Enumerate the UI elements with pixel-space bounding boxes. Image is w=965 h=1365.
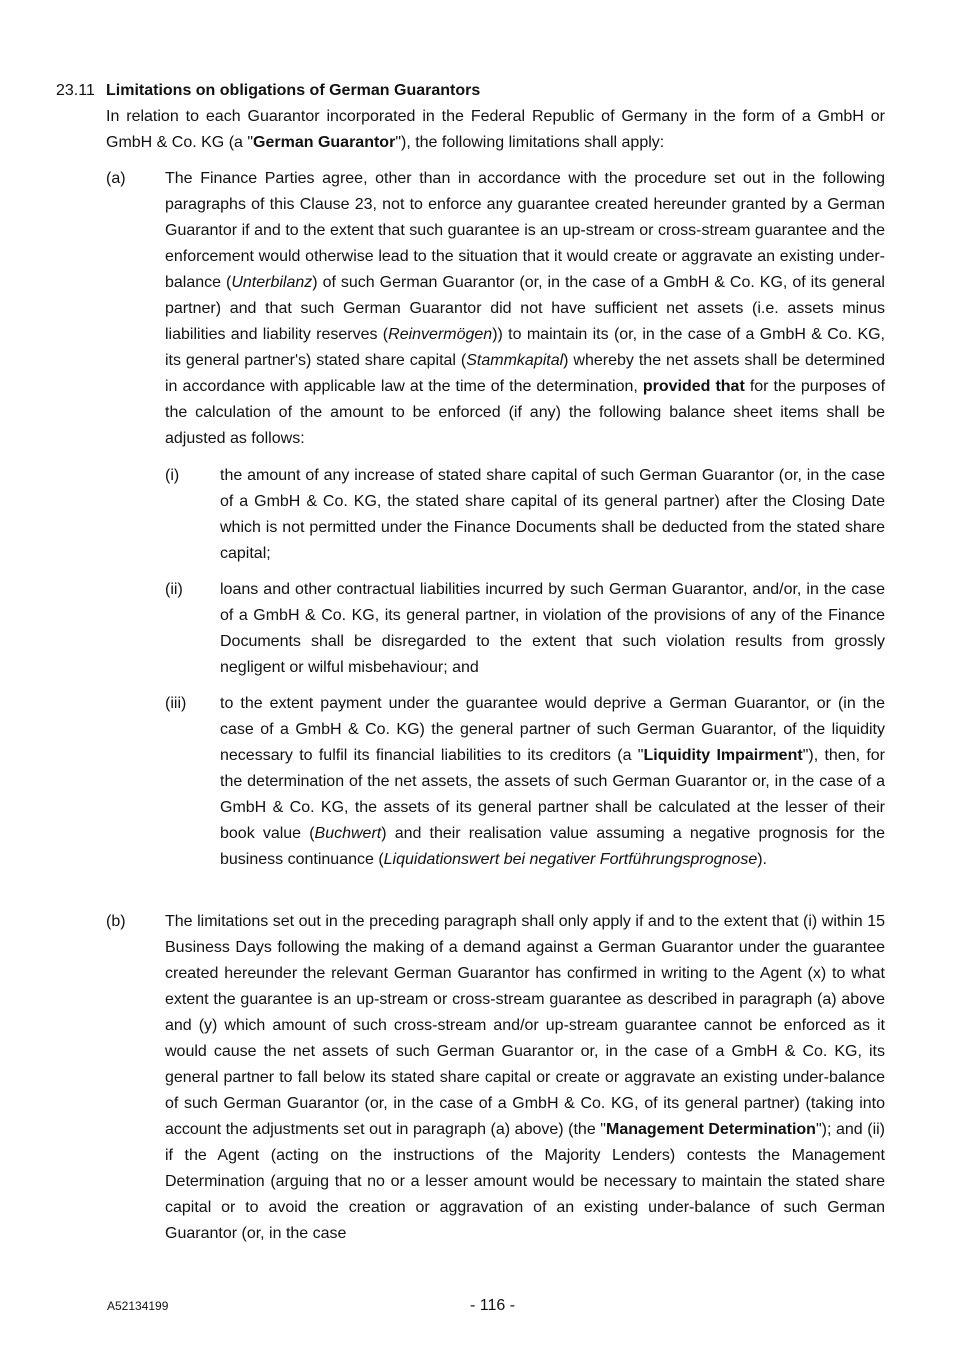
paragraph-label: (a) — [106, 170, 126, 187]
subparagraph-iii — [165, 691, 885, 873]
subparagraph-ii — [165, 577, 885, 681]
subparagraph-text — [220, 577, 885, 681]
subparagraph-label: (ii) — [165, 581, 183, 598]
clause-number: 23.11 — [56, 82, 95, 99]
german-term: Reinvermögen — [388, 326, 493, 343]
text-run: The Finance Parties agree, other than in accordance with the procedure set out in the following paragraphs of this Clause 23, not to enforce any guarantee created hereunder granted by a German Guarantor if and to the extent that such guarantee is an up-stream or cross-stream guarantee and the enforcement would otherwise lead to the situation that it would create or aggravate an existing under-balance ( — [165, 170, 885, 291]
german-term: Stammkapital — [466, 352, 564, 369]
text-run: "), the following limitations shall apply: — [395, 134, 665, 151]
text-run: "), then, for the determination of the net assets, the assets of such German Guarantor or, in the case of a GmbH & Co. KG, the assets of its general partner shall be calculated at the lesser of their book value ( — [220, 747, 885, 842]
german-term: Unterbilanz — [231, 274, 313, 291]
text-run: )) to maintain its (or, in the case of a GmbH & Co. KG, its general partner's) stated share capital ( — [165, 326, 886, 369]
text-run: the amount of any increase of stated share capital of such German Guarantor (or, in the case of a GmbH & Co. KG, the stated share capital of its general partner) after the Closing Date which is not permitted under the Finance Documents shall be deducted from the stated share capital; — [220, 467, 885, 562]
defined-term: German Guarantor — [253, 134, 396, 151]
text-run: ) of such German Guarantor (or, in the case of a GmbH & Co. KG, of its general partner) and that such German Guarantor did not have sufficient net assets (i.e. assets minus liabilities and liability reserves ( — [165, 274, 885, 343]
subparagraph-text — [220, 463, 885, 567]
paragraph-a — [106, 166, 885, 452]
page-number: - 116 - — [470, 1297, 516, 1314]
defined-term: provided that — [642, 378, 745, 395]
defined-term: Management Determination — [606, 1121, 816, 1138]
german-term: Liquidationswert bei negativer Fortführungsprognose — [383, 851, 758, 868]
paragraph-text — [165, 909, 885, 1247]
clause-heading — [56, 78, 886, 104]
text-run: "); and (ii) if the Agent (acting on the instructions of the Majority Lenders) contests the Management Determination (arguing that no or a lesser amount would be necessary to maintain the stated share capital or to avoid the creation or aggravation of an existing under-balance of such German Guarantor (or, in the case — [165, 1121, 886, 1242]
subparagraph-label: (i) — [165, 467, 180, 484]
defined-term: Liquidity Impairment — [643, 747, 803, 764]
text-run: ) whereby the net assets shall be determined in accordance with applicable law at the time of the determination, — [165, 352, 885, 395]
paragraph-b — [106, 909, 885, 1247]
paragraph-text — [165, 166, 885, 452]
text-run: for the purposes of the calculation of the amount to be enforced (if any) the following balance sheet items shall be adjusted as follows: — [165, 378, 886, 447]
subparagraph-label: (iii) — [165, 695, 187, 712]
text-run: loans and other contractual liabilities incurred by such German Guarantor, and/or, in the case of a GmbH & Co. KG, its general partner, in violation of the provisions of any of the Finance Documents shall be disregarded to the extent that such violation results from grossly negligent or wilful misbehaviour; and — [220, 581, 885, 676]
intro-paragraph — [106, 104, 885, 156]
paragraph-label: (b) — [106, 913, 126, 930]
document-id: A52134199 — [107, 1299, 169, 1313]
text-run: ) and their realisation value assuming a negative prognosis for the business continuance ( — [220, 825, 885, 868]
subparagraph-text — [220, 691, 885, 873]
text-run: The limitations set out in the preceding paragraph shall only apply if and to the extent that (i) within 15 Business Days following the making of a demand against a German Guarantor under the guarantee created hereunder the relevant German Guarantor has confirmed in writing to the Agent (x) to what extent the guarantee is an up-stream or cross-stream guarantee as described in paragraph (a) above and (y) which amount of such cross-stream and/or up-stream guarantee cannot be enforced as it would cause the net assets of such German Guarantor or, in the case of a GmbH & Co. KG, its general partner to fall below its stated share capital or create or aggravate an existing under-balance of such German Guarantor (or, in the case of a GmbH & Co. KG, of its general partner) (taking into account the adjustments set out in paragraph (a) above) (the " — [165, 913, 885, 1138]
subparagraph-i — [165, 463, 885, 567]
german-term: Buchwert — [314, 825, 382, 842]
text-run: ). — [757, 851, 767, 868]
clause-title: Limitations on obligations of German Guarantors — [106, 82, 481, 99]
text-run: to the extent payment under the guarantee would deprive a German Guarantor, or (in the case of a GmbH & Co. KG) the general partner of such German Guarantor, of the liquidity necessary to fulfil its financial liabilities to its creditors (a " — [220, 695, 885, 764]
text-run: In relation to each Guarantor incorporated in the Federal Republic of Germany in the form of a GmbH or GmbH & Co. KG (a " — [106, 108, 885, 151]
